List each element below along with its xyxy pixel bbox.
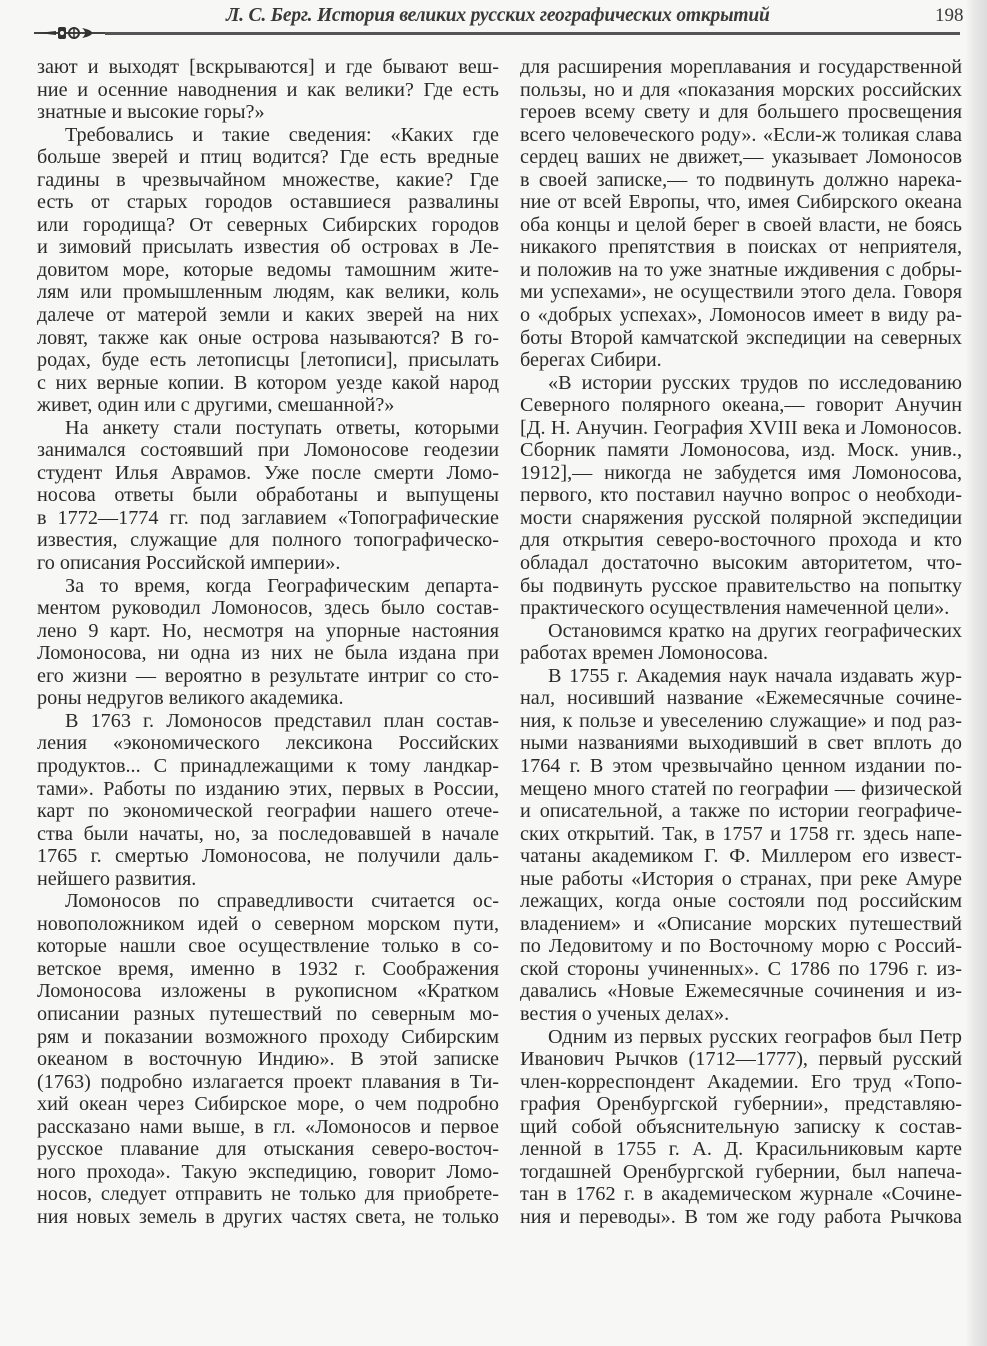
text-line: зают и выходят [вскрываются] и где бывают веш- [37,56,499,78]
text-line: есть от старых городов оставшиеся развалины [37,191,499,214]
text-line: довитом море, которые ведомы тамошним жите- [37,258,499,281]
text-line: ния и переводы». В том же году работа Рычкова [520,1205,962,1228]
text-line: никакого препятствия в поисках от неприятеля, [520,236,962,259]
text-line: новоположником идей о северном морском пути, [37,912,499,935]
text-line: (1763) подробно излагается проект плавания в Ти- [37,1070,499,1093]
text-line: и зимовий присылать известия об островах в Ле- [37,236,499,259]
text-line: далече от матерой земли и каких зверей на них [37,304,499,327]
text-line: описании разных путешествий по северным мо- [37,1002,499,1025]
text-line: ловят, также как оные острова называются? В го- [37,326,499,349]
text-line: ного прохода». Такую экспедицию, говорит Ломо- [37,1160,499,1183]
text-line: нал, носивший название «Ежемесячные сочине- [520,687,962,710]
text-line: продуктов... С принадлежащими к тому ландкар- [37,754,499,777]
text-line: За то время, когда Географическим департа- [65,574,499,597]
text-line: русское плавание для отыскания северо-восточ- [37,1138,499,1161]
text-line: с них верные копии. В котором уезде какой народ [37,371,499,394]
text-line: для расширения мореплавания и государственной [520,56,962,78]
text-line: В 1755 г. Академия наук начала издавать жур- [548,664,962,687]
text-line: вестия о ученых делах». [520,1002,730,1025]
text-line: больше зверей и птиц водится? Где есть вредные [37,146,499,169]
text-line: тами». Работы по изданию этих, первых в России, [37,777,499,800]
text-line: родах, буде есть летописцы [летописи], присылать [37,349,499,372]
text-line: пользы, но и для «показания морских российских [520,78,962,101]
text-line: Одним из первых русских географов был Петр [548,1025,962,1048]
text-line: обладал достаточно высоким авторитетом, что- [520,552,962,575]
text-line: ветское время, именно в 1932 г. Соображения [37,957,499,980]
text-line: Ломоносов по справедливости считается ос- [65,890,499,913]
text-line: Ломоносова, ни одна из них не была издана при [37,642,499,665]
text-line: ния, к пользе и увеселению служащие» и под раз- [520,709,962,732]
text-line: карт по экономической географии нашего отече- [37,800,499,823]
text-line: ства были начаты, но, за последовавшей в начале [37,822,499,845]
header-rule [105,32,960,35]
page-edge-shadow [965,0,987,1346]
text-line: лям или промышленным людям, как велики, коль [37,281,499,304]
text-line: берегах Сибири. [520,349,662,372]
text-line: для открытия северо-восточного прохода и кто [520,529,962,552]
text-line: [Д. Н. Анучин. География XVIII века и Ломоносов. [520,416,962,439]
running-title: Л. С. Берг. История великих русских географических открытий [226,5,770,26]
text-line: известия, служащие для полного топографическо- [37,529,499,552]
text-line: носова ответы были обработаны и выпущены [37,484,499,507]
text-line: ными названиями выходивший в свет вплоть до [520,732,962,755]
text-line: студент Илья Аврамов. Уже после смерти Ломо- [37,461,499,484]
page-header [0,0,987,48]
text-line: бы подвинуть русское правительство на попытку [520,574,962,597]
text-line: или городища? От северных Сибирских городов [37,213,499,236]
text-line: мости снаряжения русской полярной экспедиции [520,506,962,529]
text-line: ления «экономического лексикона Российских [37,732,499,755]
text-line: героев всему свету и для большего просвещения [520,101,962,124]
text-line: оба концы и целой берег в своей власти, не боясь [520,213,962,236]
text-line: носов, следует отправить не только для приобрете- [37,1183,499,1206]
text-line: тан в 1762 г. в академическом журнале «Сочине- [520,1183,962,1206]
text-line: роны недругов великого академика. [37,687,344,710]
text-line: ние от всей Европы, что, имея Сибирского океана [520,191,962,214]
text-line: занимался состоявший при Ломоносове геодезии [37,439,499,462]
text-line: его жизни — вероятно в результате интриг со сто- [37,664,499,687]
text-line: гадины в чрезвычайном множестве, какие? Где [37,168,499,191]
text-line: которые нашли свое осуществление только в со- [37,935,499,958]
text-line: рям и показании возможного проходу Сибирским [37,1025,499,1048]
text-line: Требовались и такие сведения: «Каких где [65,123,499,146]
text-line: работах времен Ломоносова. [520,642,768,665]
text-line: в своей записке,— то подвинуть должно нарека- [520,168,962,191]
text-line: и описательной, а также по истории географиче- [520,800,962,823]
text-line: тогдашней Оренбургской губернии, был напеча- [520,1160,962,1183]
text-line: член-корреспондент Академии. Его труд «Топо- [520,1070,962,1093]
text-line: ние и осенние наводнения и как велики? Где есть [37,78,499,101]
text-line: давались «Новые Ежемесячные сочинения и из- [520,980,962,1003]
text-line: о «добрых успехах», Ломоносов имеет в виду ра- [520,304,962,327]
text-line: ния новых земель в других частях света, не только [37,1205,499,1228]
text-line: чатаны академиком Г. Ф. Миллером его извест- [520,845,962,868]
text-column-right [520,56,962,1228]
text-line: Северного полярного океана,— говорит Анучин [520,394,962,417]
text-line: ные работы «История о странах, при реке Амуре [520,867,962,890]
text-column-left [37,56,499,1228]
text-line: щий собой объяснительную записку к состав- [520,1115,962,1138]
text-line: Остановимся кратко на других географических [548,619,962,642]
text-line: ментом руководил Ломоносов, здесь было состав- [37,597,499,620]
text-line: графия Оренбургской губернии», представляю- [520,1093,962,1116]
text-line: по Ледовитому и по Восточному морю с Россий- [520,935,962,958]
text-line: всего человеческого роду». «Если-ж толикая слава [520,123,962,146]
text-line: Сборник памяти Ломоносова, изд. Моск. унив., [520,439,962,462]
text-line: практического осуществления намеченной цели». [520,597,950,620]
text-line: знатные и высокие горы?» [37,101,265,124]
text-line: владением» и «Описание морских путешествий [520,912,962,935]
fleuron-ornament-icon [34,22,114,42]
text-line: хий океан через Сибирское море, о чем подробно [37,1093,499,1116]
text-line: сердец ваших не движет,— указывает Ломоносов [520,146,962,169]
text-line: лежащих, когда оные состояли под российским [520,890,962,913]
text-line: ленной в 1755 г. А. Д. Красильниковым карте [520,1138,962,1161]
text-line: 1765 г. смертью Ломоносова, не получили даль- [37,845,499,868]
text-line: рассказано нами выше, в гл. «Ломоносов и первое [37,1115,499,1138]
text-line: первого, кто поставил научно вопрос о необходи- [520,484,962,507]
text-line: Ломоносова изложены в рукописном «Кратком [37,980,499,1003]
text-line: океаном в восточную Индию». В этой записке [37,1048,499,1071]
text-line: нейшего развития. [37,867,197,890]
page-number: 198 [935,5,964,26]
text-line: ской стороны учиненных». С 1786 по 1796 г. из- [520,957,962,980]
text-line: боты Второй камчатской экспедиции на северных [520,326,962,349]
text-line: мещено много статей по географии — физической [520,777,962,800]
text-line: живет, один или с другими, смешанной?» [37,394,395,417]
text-line: «В истории русских трудов по исследованию [548,371,962,394]
text-line: 1912],— никогда не забудется имя Ломоносова, [520,461,962,484]
text-line: лено 9 карт. Но, несмотря на упорные настояния [37,619,499,642]
text-line: в 1772—1774 гг. под заглавием «Топографические [37,506,499,529]
text-line: ских открытий. Так, в 1757 и 1758 гг. здесь напе- [520,822,962,845]
text-line: го описания Российской империи». [37,552,341,575]
text-line: Иванович Рычков (1712—1777), первый русский [520,1048,962,1071]
text-line: В 1763 г. Ломоносов представил план состав- [65,709,499,732]
text-line: и положив на то уже знатные иждивения с добры- [520,258,962,281]
text-line: ми успехами», не осуществили этого дела. Говоря [520,281,962,304]
text-line: 1764 г. В этом чрезвычайно ценном издании по- [520,754,962,777]
text-line: На анкету стали поступать ответы, которыми [65,416,499,439]
